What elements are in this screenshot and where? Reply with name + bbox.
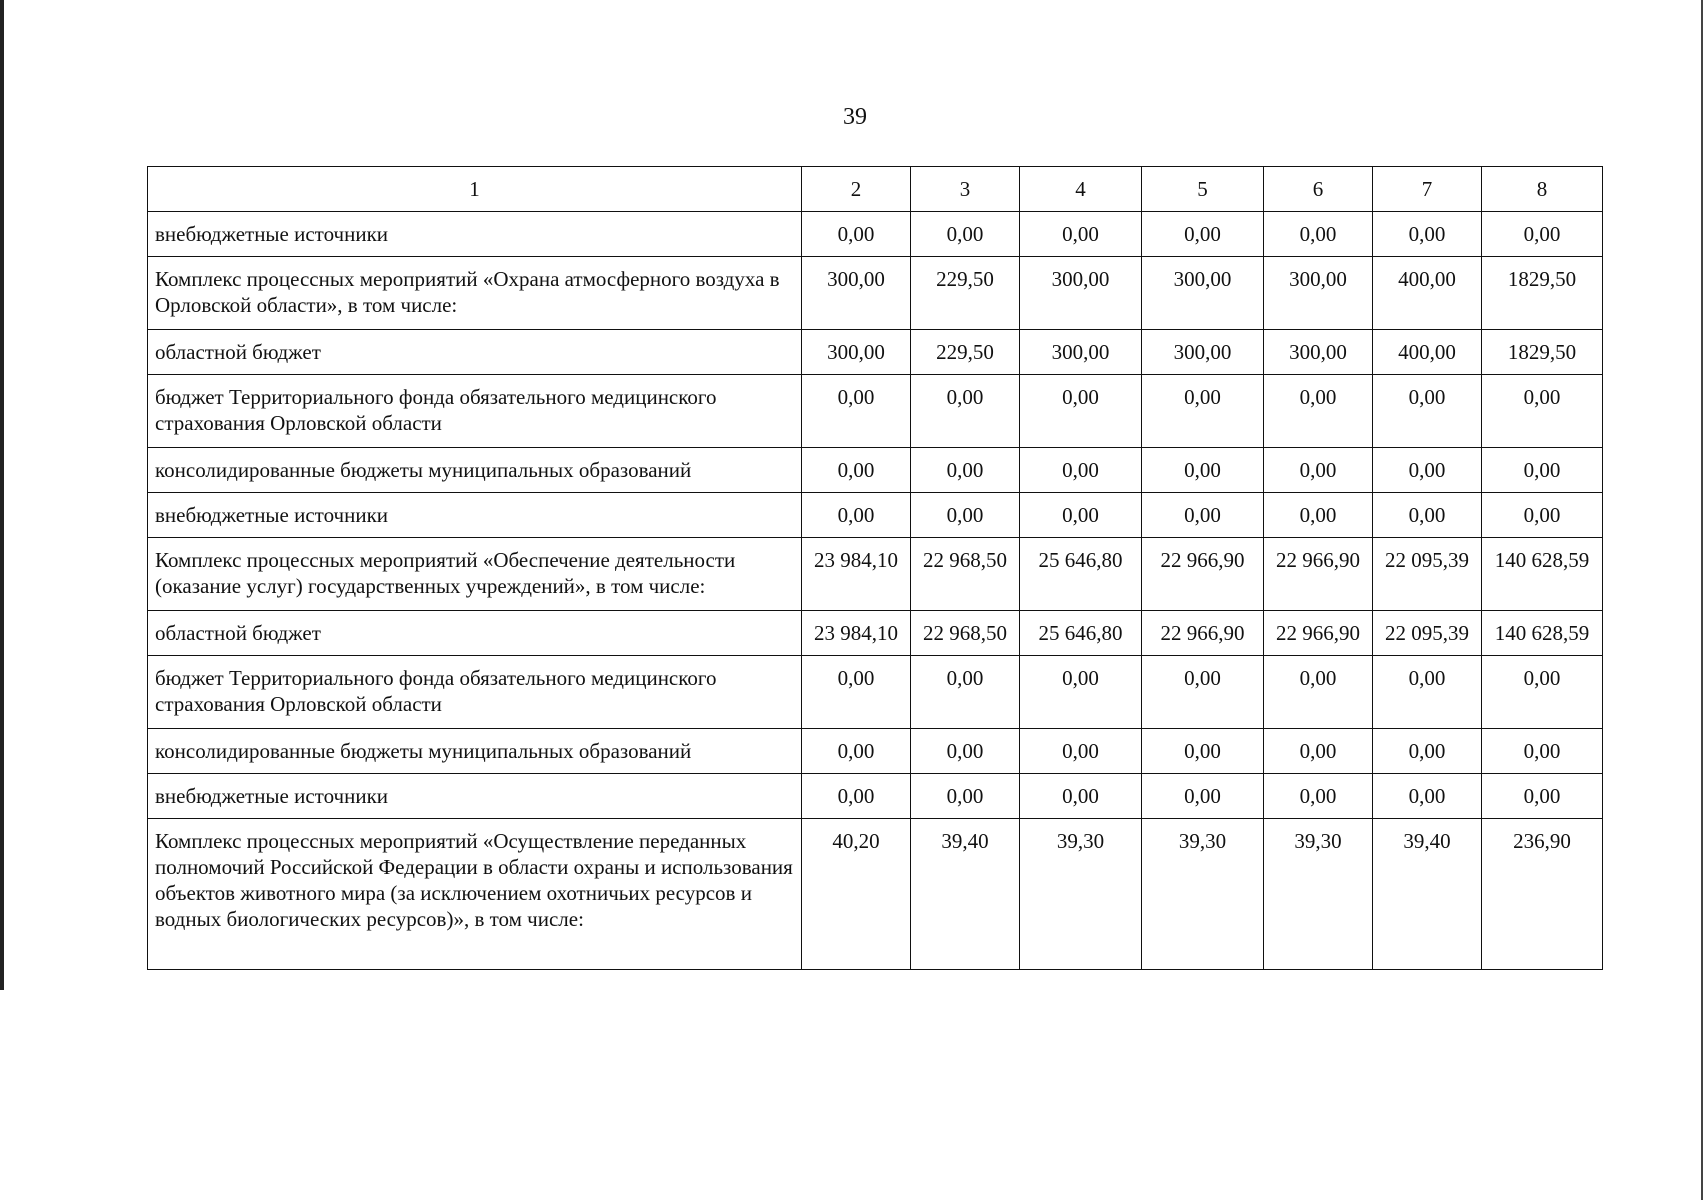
value-cell: 300,00	[802, 257, 911, 330]
value-cell: 0,00	[1482, 729, 1603, 774]
value-cell: 140 628,59	[1482, 538, 1603, 611]
value-cell: 0,00	[1264, 774, 1373, 819]
row-label: областной бюджет	[148, 611, 802, 656]
value-cell: 22 968,50	[911, 538, 1020, 611]
column-header: 6	[1264, 167, 1373, 212]
column-header: 1	[148, 167, 802, 212]
value-cell: 300,00	[1264, 330, 1373, 375]
value-cell: 0,00	[1373, 774, 1482, 819]
value-cell: 400,00	[1373, 330, 1482, 375]
value-cell: 0,00	[1142, 375, 1264, 448]
row-label: областной бюджет	[148, 330, 802, 375]
value-cell: 0,00	[1142, 656, 1264, 729]
column-header: 2	[802, 167, 911, 212]
value-cell: 0,00	[1020, 375, 1142, 448]
value-cell: 0,00	[1264, 493, 1373, 538]
value-cell: 23 984,10	[802, 611, 911, 656]
value-cell: 0,00	[1142, 212, 1264, 257]
table-row	[148, 448, 1603, 493]
value-cell: 236,90	[1482, 819, 1603, 970]
value-cell: 0,00	[1142, 774, 1264, 819]
value-cell: 0,00	[1373, 493, 1482, 538]
value-cell: 22 968,50	[911, 611, 1020, 656]
value-cell: 0,00	[1482, 212, 1603, 257]
table-row	[148, 375, 1603, 448]
value-cell: 0,00	[1264, 375, 1373, 448]
value-cell: 0,00	[1142, 729, 1264, 774]
table-row	[148, 819, 1603, 970]
row-label: консолидированные бюджеты муниципальных образований	[148, 729, 802, 774]
value-cell: 40,20	[802, 819, 911, 970]
value-cell: 23 984,10	[802, 538, 911, 611]
value-cell: 39,30	[1142, 819, 1264, 970]
table-row	[148, 538, 1603, 611]
value-cell: 0,00	[802, 375, 911, 448]
value-cell: 0,00	[802, 448, 911, 493]
value-cell: 0,00	[911, 729, 1020, 774]
value-cell: 0,00	[1142, 448, 1264, 493]
table-row	[148, 257, 1603, 330]
value-cell: 39,30	[1020, 819, 1142, 970]
value-cell: 0,00	[1142, 493, 1264, 538]
value-cell: 1829,50	[1482, 330, 1603, 375]
row-label: внебюджетные источники	[148, 212, 802, 257]
value-cell: 22 966,90	[1142, 538, 1264, 611]
value-cell: 0,00	[1020, 212, 1142, 257]
row-label: консолидированные бюджеты муниципальных образований	[148, 448, 802, 493]
value-cell: 22 966,90	[1142, 611, 1264, 656]
value-cell: 0,00	[1373, 448, 1482, 493]
value-cell: 140 628,59	[1482, 611, 1603, 656]
page-number: 39	[843, 104, 867, 130]
value-cell: 300,00	[1020, 330, 1142, 375]
row-label: внебюджетные источники	[148, 493, 802, 538]
value-cell: 0,00	[1482, 375, 1603, 448]
budget-table	[147, 166, 1603, 970]
table-row	[148, 330, 1603, 375]
value-cell: 0,00	[911, 375, 1020, 448]
value-cell: 0,00	[1373, 375, 1482, 448]
value-cell: 300,00	[1020, 257, 1142, 330]
value-cell: 0,00	[1373, 729, 1482, 774]
value-cell: 39,30	[1264, 819, 1373, 970]
value-cell: 229,50	[911, 257, 1020, 330]
value-cell: 39,40	[911, 819, 1020, 970]
row-label: бюджет Территориального фонда обязательного медицинского страхования Орловской области	[148, 375, 802, 448]
value-cell: 0,00	[1264, 448, 1373, 493]
value-cell: 400,00	[1373, 257, 1482, 330]
value-cell: 229,50	[911, 330, 1020, 375]
value-cell: 0,00	[1264, 656, 1373, 729]
column-header: 3	[911, 167, 1020, 212]
value-cell: 39,40	[1373, 819, 1482, 970]
value-cell: 0,00	[1373, 656, 1482, 729]
row-label: Комплекс процессных мероприятий «Обеспечение деятельности (оказание услуг) государственных учреждений», в том числе:	[148, 538, 802, 611]
value-cell: 0,00	[802, 774, 911, 819]
value-cell: 0,00	[1482, 656, 1603, 729]
row-label: внебюджетные источники	[148, 774, 802, 819]
value-cell: 0,00	[1482, 493, 1603, 538]
column-header: 7	[1373, 167, 1482, 212]
value-cell: 0,00	[1482, 774, 1603, 819]
value-cell: 0,00	[1482, 448, 1603, 493]
value-cell: 0,00	[1264, 729, 1373, 774]
value-cell: 0,00	[911, 656, 1020, 729]
column-header: 5	[1142, 167, 1264, 212]
table-row	[148, 729, 1603, 774]
table-row	[148, 212, 1603, 257]
value-cell: 0,00	[911, 493, 1020, 538]
value-cell: 22 966,90	[1264, 538, 1373, 611]
value-cell: 0,00	[802, 212, 911, 257]
value-cell: 0,00	[802, 656, 911, 729]
column-header: 8	[1482, 167, 1603, 212]
scan-edge-left	[0, 0, 4, 990]
value-cell: 300,00	[1264, 257, 1373, 330]
table-header-row	[148, 167, 1603, 212]
table-row	[148, 493, 1603, 538]
value-cell: 0,00	[1020, 493, 1142, 538]
value-cell: 300,00	[802, 330, 911, 375]
value-cell: 0,00	[911, 212, 1020, 257]
value-cell: 25 646,80	[1020, 538, 1142, 611]
value-cell: 0,00	[1020, 448, 1142, 493]
value-cell: 300,00	[1142, 330, 1264, 375]
value-cell: 0,00	[1020, 774, 1142, 819]
value-cell: 0,00	[1020, 729, 1142, 774]
value-cell: 25 646,80	[1020, 611, 1142, 656]
value-cell: 22 966,90	[1264, 611, 1373, 656]
value-cell: 0,00	[802, 493, 911, 538]
value-cell: 0,00	[1373, 212, 1482, 257]
row-label: Комплекс процессных мероприятий «Осуществление переданных полномочий Российской Федерации в области охраны и использования объектов животного мира (за исключением охотничьих ресурсов и водных биологических ресурсов)», в том числе:	[148, 819, 802, 970]
table-row	[148, 611, 1603, 656]
value-cell: 0,00	[1020, 656, 1142, 729]
table-row	[148, 656, 1603, 729]
row-label: бюджет Территориального фонда обязательного медицинского страхования Орловской области	[148, 656, 802, 729]
value-cell: 0,00	[911, 448, 1020, 493]
table-row	[148, 774, 1603, 819]
value-cell: 0,00	[802, 729, 911, 774]
column-header: 4	[1020, 167, 1142, 212]
value-cell: 1829,50	[1482, 257, 1603, 330]
value-cell: 22 095,39	[1373, 611, 1482, 656]
row-label: Комплекс процессных мероприятий «Охрана атмосферного воздуха в Орловской области», в том числе:	[148, 257, 802, 330]
value-cell: 300,00	[1142, 257, 1264, 330]
value-cell: 22 095,39	[1373, 538, 1482, 611]
value-cell: 0,00	[911, 774, 1020, 819]
value-cell: 0,00	[1264, 212, 1373, 257]
